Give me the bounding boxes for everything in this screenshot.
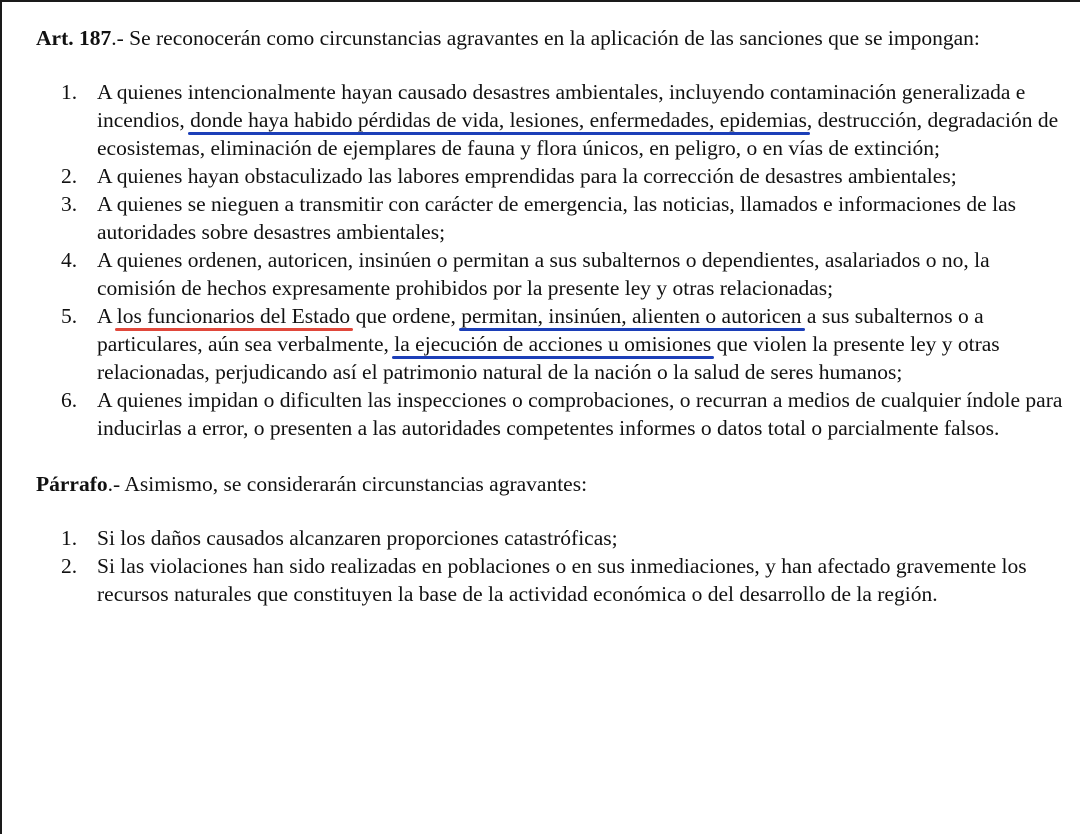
item-number: 2. [61, 554, 78, 578]
item-text: que ordene, [350, 304, 462, 328]
item-text: A [97, 304, 117, 328]
item-text: A quienes se nieguen a transmitir con carácter de emergencia, las noticias, llamados e informaciones de las autoridades sobre desastres ambientales; [97, 192, 1016, 244]
item-text: A quienes intencionalmente hayan causado desastres ambientales, incluyendo contaminación generalizada e incendios, [97, 80, 1026, 132]
parrafo-paragraph [36, 470, 1066, 498]
item-number: 1. [61, 80, 78, 104]
parrafo-intro: .- Asimismo, se considerarán circunstancias agravantes: [107, 472, 588, 496]
item-text: , destrucción, degradación de ecosistemas, eliminación de ejemplares de fauna y flora únicos, en peligro, o en vías de extinción; [97, 108, 1059, 160]
item-number: 2. [61, 164, 78, 188]
aggravating-list [36, 78, 1066, 442]
list-item [36, 386, 1066, 442]
item-number: 5. [61, 304, 78, 328]
item-number: 4. [61, 248, 78, 272]
list-item [36, 552, 1066, 608]
red-underline-highlight: los funcionarios del Estado [116, 304, 351, 328]
article-intro: .- Se reconocerán como circunstancias agravantes en la aplicación de las sanciones que se impongan: [111, 26, 980, 50]
list-item [36, 190, 1066, 246]
item-text: que violen la presente ley y otras relacionadas, perjudicando así el patrimonio natural de la nación o la salud de seres humanos; [97, 332, 1000, 384]
item-number: 6. [61, 388, 78, 412]
blue-underline-highlight: la ejecución de acciones u omisiones [394, 332, 712, 356]
item-text: A quienes ordenen, autoricen, insinúen o permitan a sus subalternos o dependientes, asalariados o no, la comisión de hechos expresamente prohibidos por la presente ley y otras relacionadas; [97, 248, 990, 300]
item-number: 3. [61, 192, 78, 216]
item-text: A quienes impidan o dificulten las inspecciones o comprobaciones, o recurran a medios de cualquier índole para inducirlas a error, o presenten a las autoridades competentes informes o datos total o parcialmente falsos. [97, 388, 1063, 440]
list-item [36, 302, 1066, 386]
item-text: a sus subalternos o a particulares, aún sea verbalmente, [97, 304, 984, 356]
list-item [36, 524, 1066, 552]
article-paragraph [36, 24, 1066, 52]
item-text: Si los daños causados alcanzaren proporciones catastróficas; [97, 526, 618, 550]
document-body [36, 24, 1066, 608]
list-item [36, 78, 1066, 162]
additional-aggravating-list [36, 524, 1066, 608]
blue-underline-highlight: permitan, insinúen, alienten o autoricen [461, 304, 802, 328]
item-text: A quienes hayan obstaculizado las labores emprendidas para la corrección de desastres ambientales; [97, 164, 957, 188]
list-item [36, 246, 1066, 302]
blue-underline-highlight: donde haya habido pérdidas de vida, lesiones, enfermedades, epidemias [190, 108, 807, 132]
list-item [36, 162, 1066, 190]
item-number: 1. [61, 526, 78, 550]
article-label: Art. 187 [36, 26, 112, 50]
parrafo-label: Párrafo [36, 472, 108, 496]
item-text: Si las violaciones han sido realizadas en poblaciones o en sus inmediaciones, y han afectado gravemente los recursos naturales que constituyen la base de la actividad económica o del desarrollo de la región. [97, 554, 1027, 606]
